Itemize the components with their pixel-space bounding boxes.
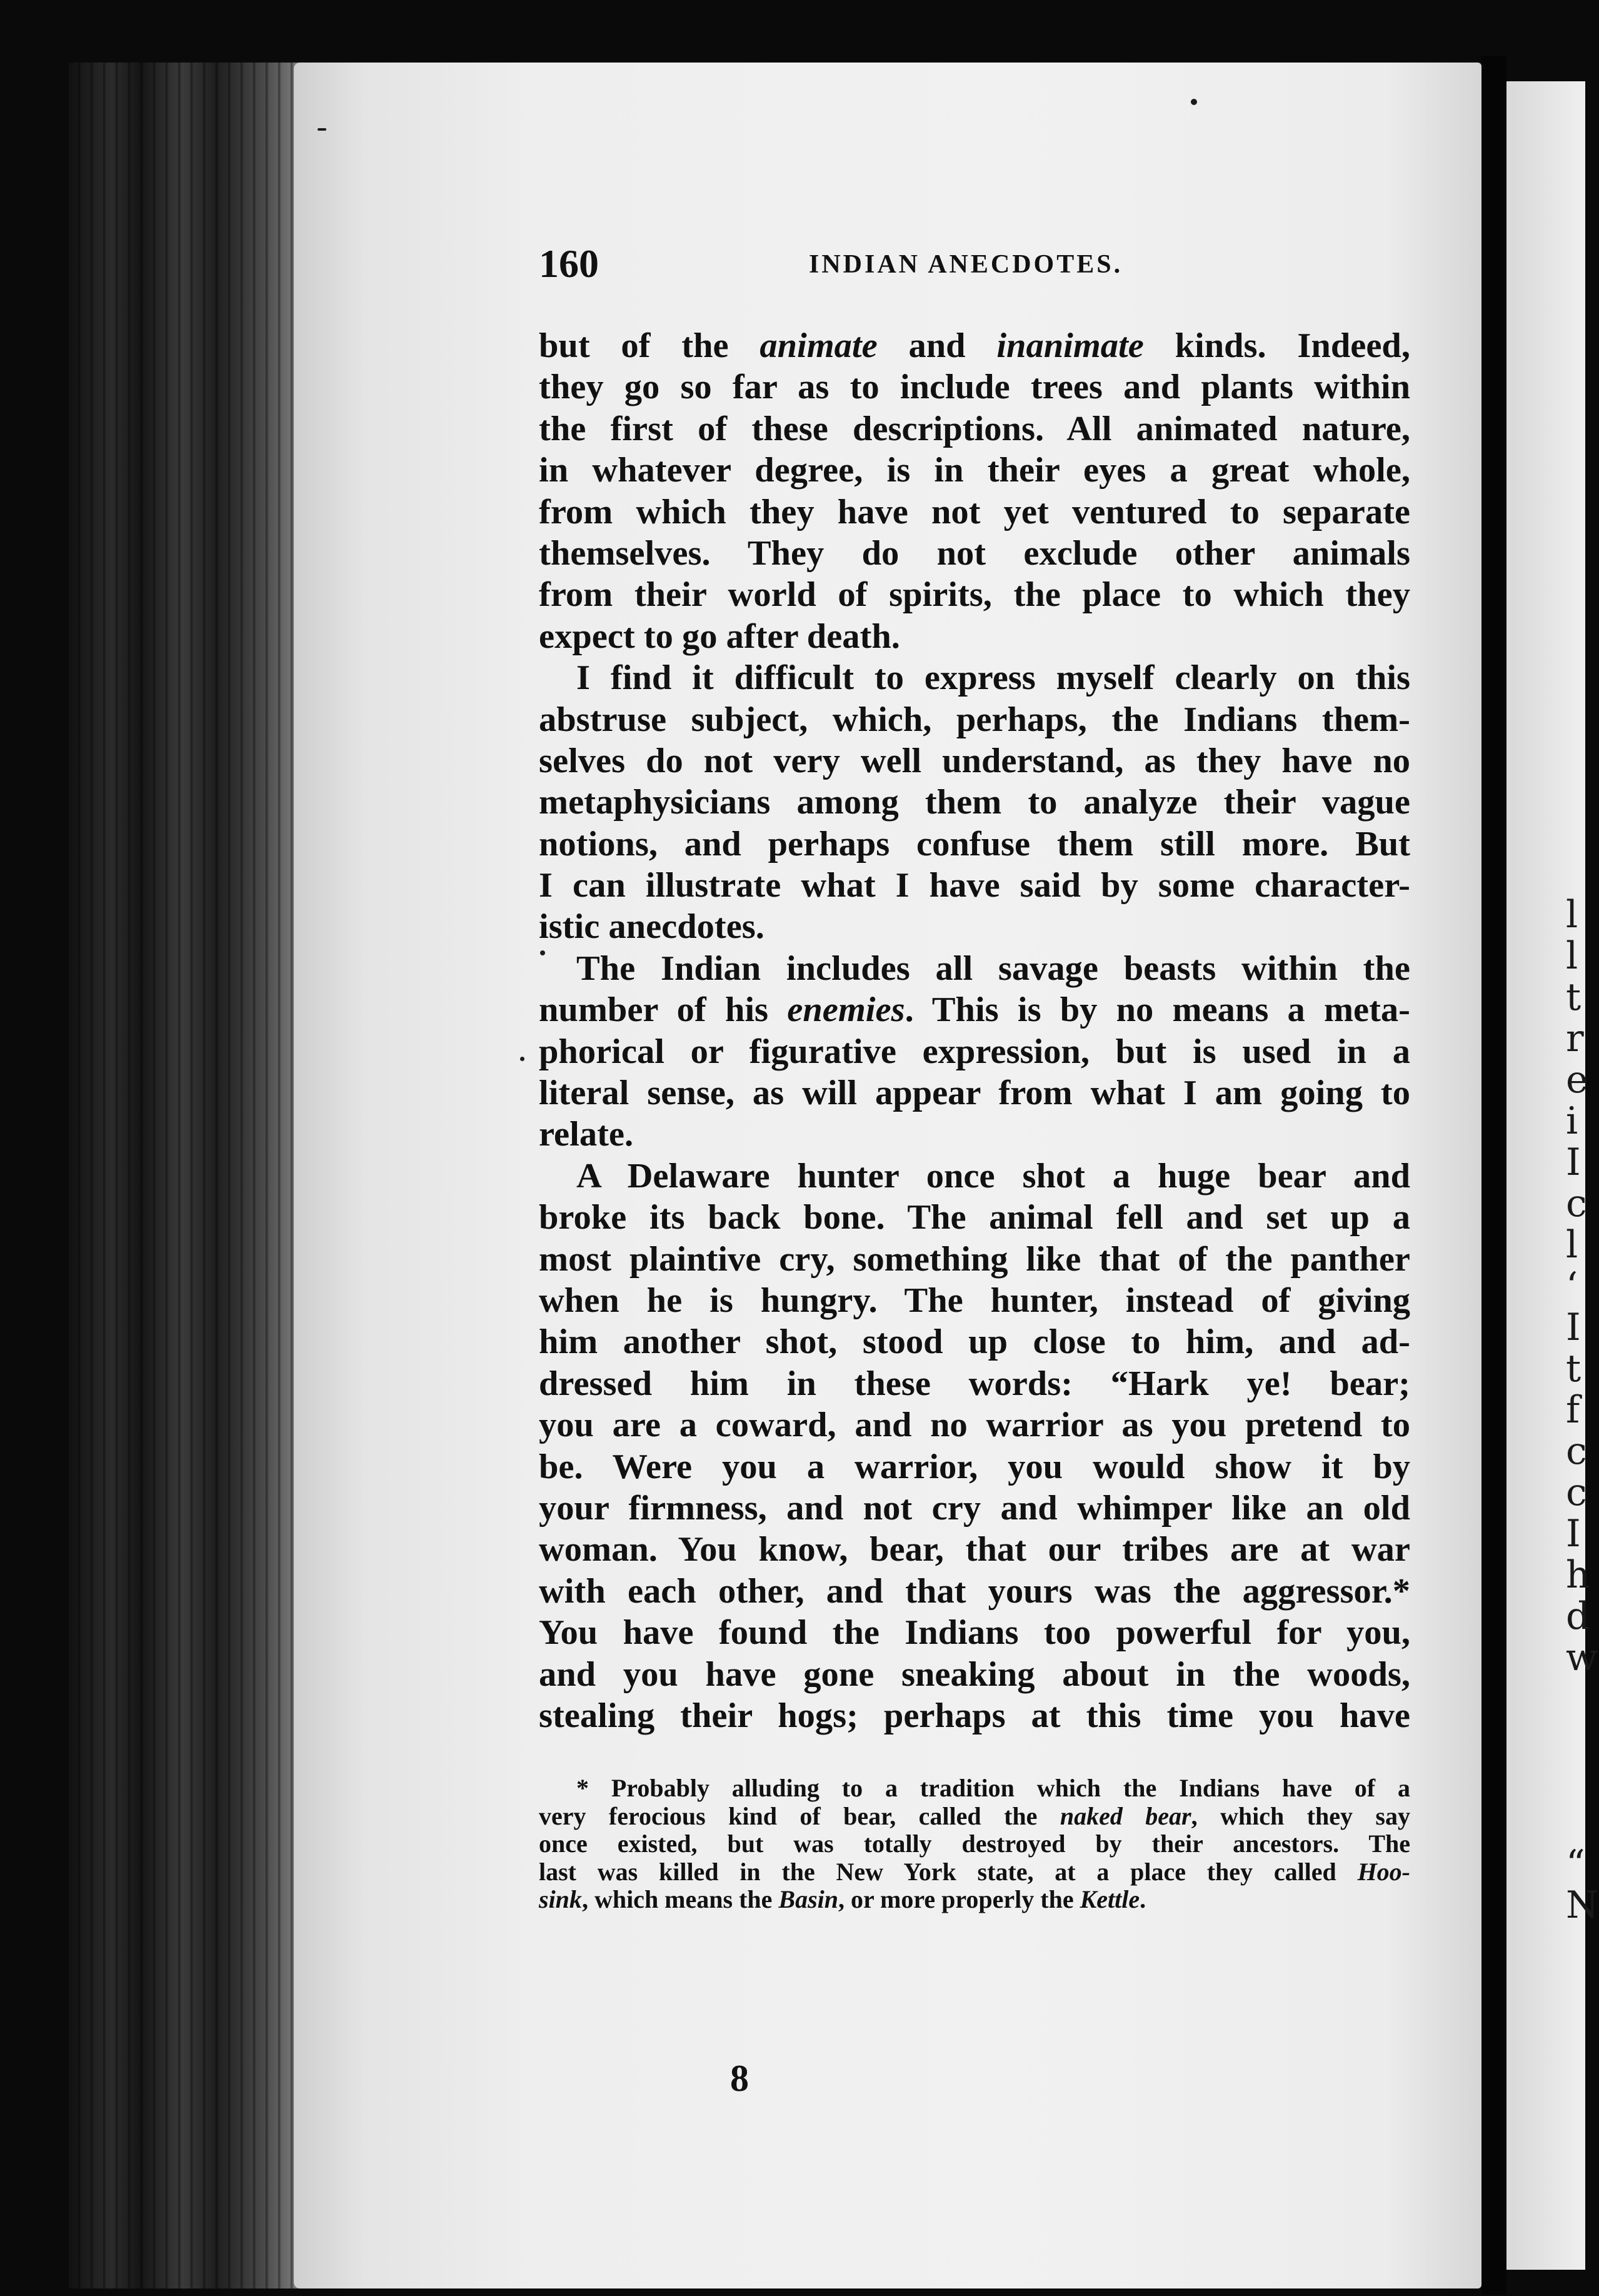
italic-phrase: animate bbox=[759, 326, 878, 365]
text-line: you are a coward, and no warrior as you pretend to bbox=[539, 1406, 1410, 1445]
text-line: most plaintive cry, something like that of the panther bbox=[539, 1239, 1410, 1279]
text-line: abstruse subject, which, perhaps, the Indians them- bbox=[539, 700, 1410, 739]
page-number: 160 bbox=[539, 241, 599, 286]
text-line: The Indian includes all savage beasts within the bbox=[576, 949, 1410, 988]
text-line: A Delaware hunter once shot a huge bear and bbox=[576, 1156, 1410, 1196]
text-line: they go so far as to include trees and plants within bbox=[539, 368, 1410, 407]
text-line: when he is hungry. The hunter, instead of giving bbox=[539, 1281, 1410, 1320]
paragraph bbox=[539, 325, 1410, 657]
text-line: stealing their hogs; perhaps at this time you have bbox=[539, 1696, 1410, 1735]
text-line: expect to go after death. bbox=[539, 617, 900, 656]
ink-speck bbox=[318, 128, 326, 131]
running-head bbox=[539, 241, 1164, 291]
body-text bbox=[539, 325, 1410, 1736]
footnote-line: very ferocious kind of bear, called the naked bear, which they say bbox=[539, 1801, 1410, 1830]
text-line: number of his enemies. This is by no means a meta- bbox=[539, 990, 1410, 1030]
italic-phrase: enemies bbox=[787, 990, 905, 1030]
italic-phrase: Kettle bbox=[1080, 1885, 1140, 1914]
signature-mark: 8 bbox=[730, 2058, 749, 2099]
page-edge-streaks bbox=[69, 63, 306, 2288]
italic-phrase: inanimate bbox=[996, 326, 1144, 365]
text-line: your firmness, and not cry and whimper like an old bbox=[539, 1488, 1410, 1528]
italic-phrase: sink bbox=[539, 1885, 582, 1914]
paragraph bbox=[539, 948, 1410, 1156]
italic-phrase: Basin bbox=[778, 1885, 838, 1914]
footnote-line: * Probably alluding to a tradition which the Indians have of a bbox=[576, 1774, 1410, 1802]
text-line: with each other, and that yours was the aggressor.* bbox=[539, 1571, 1410, 1611]
gutter-shadow bbox=[1481, 56, 1506, 2295]
text-line: woman. You know, bear, that our tribes are at war bbox=[539, 1530, 1410, 1569]
paragraph bbox=[539, 657, 1410, 948]
text-line: istic anecdotes. bbox=[539, 907, 764, 947]
footnote bbox=[539, 1775, 1410, 1914]
text-line: from their world of spirits, the place to which they bbox=[539, 575, 1410, 615]
text-line: dressed him in these words: “Hark ye! bear; bbox=[539, 1364, 1410, 1403]
text-line: broke its back bone. The animal fell and set up a bbox=[539, 1198, 1410, 1237]
text-line: from which they have not yet ventured to separate bbox=[539, 492, 1410, 531]
footnote-line: last was killed in the New York state, at a place they called Hoo- bbox=[539, 1857, 1410, 1886]
text-line: and you have gone sneaking about in the woods, bbox=[539, 1654, 1410, 1694]
text-line: be. Were you a warrior, you would show it by bbox=[539, 1447, 1410, 1486]
paragraph bbox=[539, 1156, 1410, 1736]
text-line: literal sense, as will appear from what I am going to bbox=[539, 1074, 1410, 1113]
footnote-line: sink, which means the Basin, or more properly the Kettle. bbox=[539, 1885, 1146, 1914]
text-line: in whatever degree, is in their eyes a great whole, bbox=[539, 451, 1410, 490]
text-line: him another shot, stood up close to him, and ad- bbox=[539, 1322, 1410, 1362]
text-line: themselves. They do not exclude other animals bbox=[539, 533, 1410, 573]
footnote-line: once existed, but was totally destroyed by their ancestors. The bbox=[539, 1830, 1410, 1858]
running-head-title: INDIAN ANECDOTES. bbox=[809, 250, 1123, 279]
text-line: phorical or figurative expression, but is used in a bbox=[539, 1032, 1410, 1071]
facing-page-letters: l l t r e i I c l ‘ I t f c c I h d w “ N bbox=[1566, 893, 1599, 1927]
italic-phrase: naked bear bbox=[1060, 1801, 1191, 1830]
text-line: selves do not very well understand, as they have no bbox=[539, 741, 1410, 780]
text-line: metaphysicians among them to analyze their vague bbox=[539, 783, 1410, 822]
text-line: relate. bbox=[539, 1115, 634, 1154]
text-line: You have found the Indians too powerful for you, bbox=[539, 1613, 1410, 1653]
text-line: notions, and perhaps confuse them still more. But bbox=[539, 824, 1410, 864]
italic-phrase: Hoo- bbox=[1357, 1857, 1410, 1886]
ink-speck bbox=[1191, 99, 1197, 105]
ink-speck bbox=[540, 950, 545, 955]
text-line: the first of these descriptions. All animated nature, bbox=[539, 409, 1410, 448]
text-line: I can illustrate what I have said by some character- bbox=[539, 866, 1410, 905]
text-line: but of the animate and inanimate kinds. Indeed, bbox=[539, 326, 1410, 365]
ink-speck bbox=[520, 1057, 524, 1061]
text-line: I find it difficult to express myself clearly on this bbox=[576, 658, 1410, 698]
